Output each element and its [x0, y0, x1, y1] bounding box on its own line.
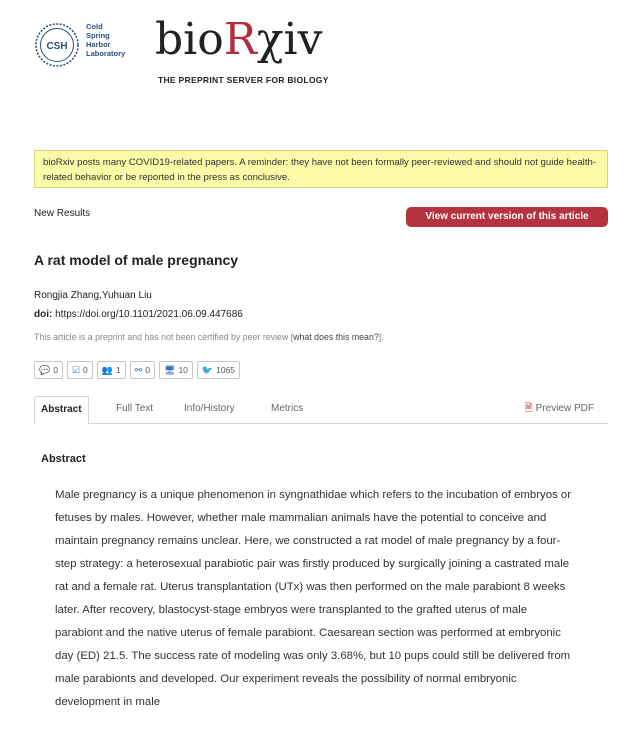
pdf-icon: 🗎: [524, 403, 533, 414]
article-doi: [34, 309, 243, 320]
tagline: THE PREPRINT SERVER FOR BIOLOGY: [158, 75, 329, 85]
csh-line: Spring: [86, 31, 110, 40]
tab-preview-pdf[interactable]: [525, 396, 594, 424]
users-metric[interactable]: [97, 361, 126, 379]
csh-seal-logo[interactable]: [34, 22, 80, 68]
logo-part: bio: [155, 14, 224, 65]
preprint-note-end: ].: [378, 332, 384, 342]
csh-wordmark: [86, 22, 125, 58]
preview-pdf-label: Preview PDF: [535, 403, 594, 414]
metrics-row: [34, 361, 240, 379]
metric-count: 0: [83, 365, 88, 375]
article-authors[interactable]: Rongjia Zhang,Yuhuan Liu: [34, 290, 152, 301]
csh-seal-text: CSH: [46, 41, 68, 52]
csh-line: Harbor: [86, 40, 111, 49]
article-tabs: [34, 396, 608, 424]
doi-label: doi:: [34, 309, 53, 320]
doi-link[interactable]: https://doi.org/10.1101/2021.06.09.447686: [55, 309, 243, 320]
csh-line: Laboratory: [86, 49, 126, 58]
links-metric[interactable]: [130, 361, 155, 379]
twitter-icon: 🐦: [201, 364, 214, 375]
metric-count: 0: [145, 365, 150, 375]
monitor-icon: 🖥: [164, 364, 176, 375]
site-header: [0, 0, 641, 100]
abstract-body: Male pregnancy is a unique phenomenon in syngnathidae which refers to the incubation of embryos or fetuses by males. However, whether male mammalian animals have the potential to conceive and maintain pregnancy remains unclear. Here, we constructed a rat model of male pregnancy by a four-step strategy: a heterosexual parabiotic pair was firstly produced by surgically joining a castrated male rat and a female rat. Uterus transplantation (UTx) was then performed on the male parabiont 8 weeks later. After recovery, blastocyst-stage embryos were transplanted to the grafted uterus of male parabiont and the native uterus of female parabiont. Caesarean section was performed at embryonic day (ED) 21.5. The success rate of modeling was only 3.68%, but 10 pups could still be delivered from male parabionts and developed. Our experiment reveals the possibility of normal embryonic development in male: [55, 489, 572, 708]
biorxiv-logo[interactable]: [155, 14, 322, 65]
reviews-metric[interactable]: [67, 361, 93, 379]
tab-info-history[interactable]: Info/History: [184, 403, 235, 414]
comment-icon: 💬: [39, 364, 51, 375]
metric-count: 10: [178, 365, 188, 375]
twitter-metric[interactable]: [197, 361, 240, 379]
metric-count: 1: [115, 365, 121, 375]
tab-metrics[interactable]: Metrics: [271, 403, 304, 414]
preprint-note: [34, 332, 384, 342]
csh-line: Cold: [86, 22, 103, 31]
preprint-note-text: This article is a preprint and has not been certified by peer review [: [34, 332, 294, 342]
metric-count: 0: [53, 365, 58, 375]
article-status: New Results: [34, 208, 91, 219]
logo-part-r: R: [223, 14, 257, 65]
tab-abstract[interactable]: Abstract: [34, 396, 89, 425]
what-does-this-mean-link[interactable]: what does this mean?: [293, 332, 379, 342]
users-icon: 👥: [101, 364, 113, 375]
article-title: A rat model of male pregnancy: [34, 252, 239, 268]
abstract-heading: Abstract: [41, 453, 86, 465]
check-icon: ☑: [71, 364, 81, 375]
covid-notice-banner: bioRxiv posts many COVID19-related papers. A reminder: they have not been formally peer-reviewed and should not guide health-related behavior or be reported in the press as conclusive.: [34, 150, 608, 188]
link-icon: ⚯: [134, 364, 143, 375]
comments-metric[interactable]: [34, 361, 63, 379]
view-current-version-button[interactable]: View current version of this article: [406, 207, 608, 227]
logo-part: χiv: [256, 14, 323, 65]
views-metric[interactable]: [159, 361, 193, 379]
tab-full-text[interactable]: Full Text: [116, 403, 154, 414]
metric-count: 1065: [216, 365, 236, 375]
